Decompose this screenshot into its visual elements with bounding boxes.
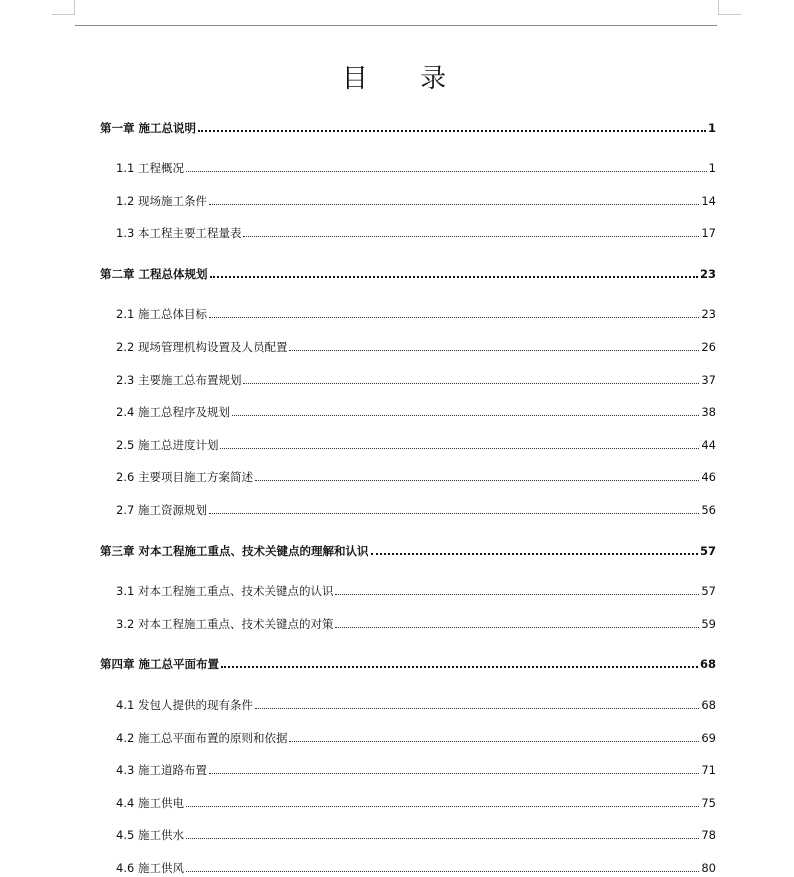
toc-section-entry[interactable] xyxy=(116,694,716,712)
toc-page-number: 69 xyxy=(701,731,716,745)
toc-page-number: 75 xyxy=(701,796,716,810)
toc-section-entry[interactable] xyxy=(116,499,716,517)
toc-entry-label: 2.1 施工总体目标 xyxy=(116,307,207,321)
toc-page-number: 44 xyxy=(701,438,716,452)
toc-section-entry[interactable] xyxy=(116,222,716,240)
toc-page-number: 17 xyxy=(701,226,716,240)
toc-entry-label: 1.3 本工程主要工程量表 xyxy=(116,226,242,240)
toc-dot-leader xyxy=(335,594,699,595)
page-corner-mark-left xyxy=(52,0,75,15)
toc-page-number: 1 xyxy=(708,161,716,175)
toc-page-number: 57 xyxy=(701,584,716,598)
toc-dot-leader xyxy=(371,553,698,555)
toc-section-entry[interactable] xyxy=(116,336,716,354)
toc-entry-label: 4.2 施工总平面布置的原则和依据 xyxy=(116,731,288,745)
toc-dot-leader xyxy=(335,627,699,628)
toc-section-entry[interactable] xyxy=(116,824,716,842)
toc-section-entry[interactable] xyxy=(116,857,716,875)
toc-dot-leader xyxy=(186,838,699,839)
toc-entry-label: 4.1 发包人提供的现有条件 xyxy=(116,698,253,712)
toc-dot-leader xyxy=(209,317,699,318)
toc-dot-leader xyxy=(210,276,698,278)
toc-section-entry[interactable] xyxy=(116,434,716,452)
page-title: 目 录 xyxy=(341,64,469,94)
toc-page-number: 46 xyxy=(701,470,716,484)
toc-page-number: 68 xyxy=(701,698,716,712)
toc-page-number: 14 xyxy=(701,194,716,208)
toc-section-entry[interactable] xyxy=(116,190,716,208)
toc-entry-label: 4.5 施工供水 xyxy=(116,828,184,842)
toc-entry-label: 第一章 施工总说明 xyxy=(100,121,197,135)
toc-entry-label: 2.7 施工资源规划 xyxy=(116,503,207,517)
toc-entry-label: 1.2 现场施工条件 xyxy=(116,194,207,208)
toc-dot-leader xyxy=(243,236,699,237)
toc-section-entry[interactable] xyxy=(116,727,716,745)
toc-chapter-entry[interactable] xyxy=(100,653,716,671)
toc-section-entry[interactable] xyxy=(116,613,716,631)
toc-page-number: 78 xyxy=(701,828,716,842)
toc-section-entry[interactable] xyxy=(116,466,716,484)
toc-entry-label: 3.2 对本工程施工重点、技术关键点的对策 xyxy=(116,617,334,631)
toc-page-number: 80 xyxy=(701,861,716,875)
toc-chapter-entry[interactable] xyxy=(100,263,716,281)
toc-page-number: 37 xyxy=(701,373,716,387)
toc-section-entry[interactable] xyxy=(116,580,716,598)
toc-section-entry[interactable] xyxy=(116,792,716,810)
toc-chapter-entry[interactable] xyxy=(100,117,716,135)
toc-entry-label: 1.1 工程概况 xyxy=(116,161,184,175)
toc-dot-leader xyxy=(289,741,699,742)
toc-entry-label: 4.4 施工供电 xyxy=(116,796,184,810)
toc-page-number: 71 xyxy=(701,763,716,777)
toc-page-number: 59 xyxy=(701,617,716,631)
page-corner-mark-right xyxy=(718,0,741,15)
toc-dot-leader xyxy=(198,130,706,132)
toc-page-number: 1 xyxy=(707,121,716,135)
toc-dot-leader xyxy=(209,513,699,514)
toc-dot-leader xyxy=(186,806,699,807)
toc-entry-label: 2.4 施工总程序及规划 xyxy=(116,405,230,419)
toc-chapter-entry[interactable] xyxy=(100,540,716,558)
toc-entry-label: 3.1 对本工程施工重点、技术关键点的认识 xyxy=(116,584,334,598)
toc-section-entry[interactable] xyxy=(116,157,716,175)
toc-entry-label: 第二章 工程总体规划 xyxy=(100,267,208,281)
toc-page-number: 57 xyxy=(699,544,716,558)
toc-page-number: 23 xyxy=(699,267,716,281)
toc-page-number: 26 xyxy=(701,340,716,354)
toc-section-entry[interactable] xyxy=(116,401,716,419)
toc-dot-leader xyxy=(186,871,699,872)
toc-entry-label: 2.3 主要施工总布置规划 xyxy=(116,373,242,387)
toc-page-number: 38 xyxy=(701,405,716,419)
toc-entry-label: 4.3 施工道路布置 xyxy=(116,763,207,777)
header-rule xyxy=(75,25,717,26)
toc-dot-leader xyxy=(243,383,699,384)
toc-dot-leader xyxy=(220,448,699,449)
toc-dot-leader xyxy=(209,204,699,205)
toc-section-entry[interactable] xyxy=(116,303,716,321)
toc-dot-leader xyxy=(209,773,699,774)
toc-dot-leader xyxy=(221,666,698,668)
toc-section-entry[interactable] xyxy=(116,759,716,777)
toc-page-number: 56 xyxy=(701,503,716,517)
toc-page-number: 23 xyxy=(701,307,716,321)
toc-dot-leader xyxy=(255,708,699,709)
toc-dot-leader xyxy=(186,171,707,172)
toc-dot-leader xyxy=(289,350,699,351)
toc-dot-leader xyxy=(232,415,699,416)
toc-entry-label: 2.5 施工总进度计划 xyxy=(116,438,219,452)
toc-entry-label: 4.6 施工供风 xyxy=(116,861,184,875)
toc-entry-label: 第三章 对本工程施工重点、技术关键点的理解和认识 xyxy=(100,544,369,558)
toc-section-entry[interactable] xyxy=(116,369,716,387)
toc-entry-label: 2.6 主要项目施工方案简述 xyxy=(116,470,253,484)
toc-entry-label: 2.2 现场管理机构设置及人员配置 xyxy=(116,340,288,354)
toc-dot-leader xyxy=(255,480,699,481)
toc-entry-label: 第四章 施工总平面布置 xyxy=(100,657,220,671)
toc-page-number: 68 xyxy=(699,657,716,671)
